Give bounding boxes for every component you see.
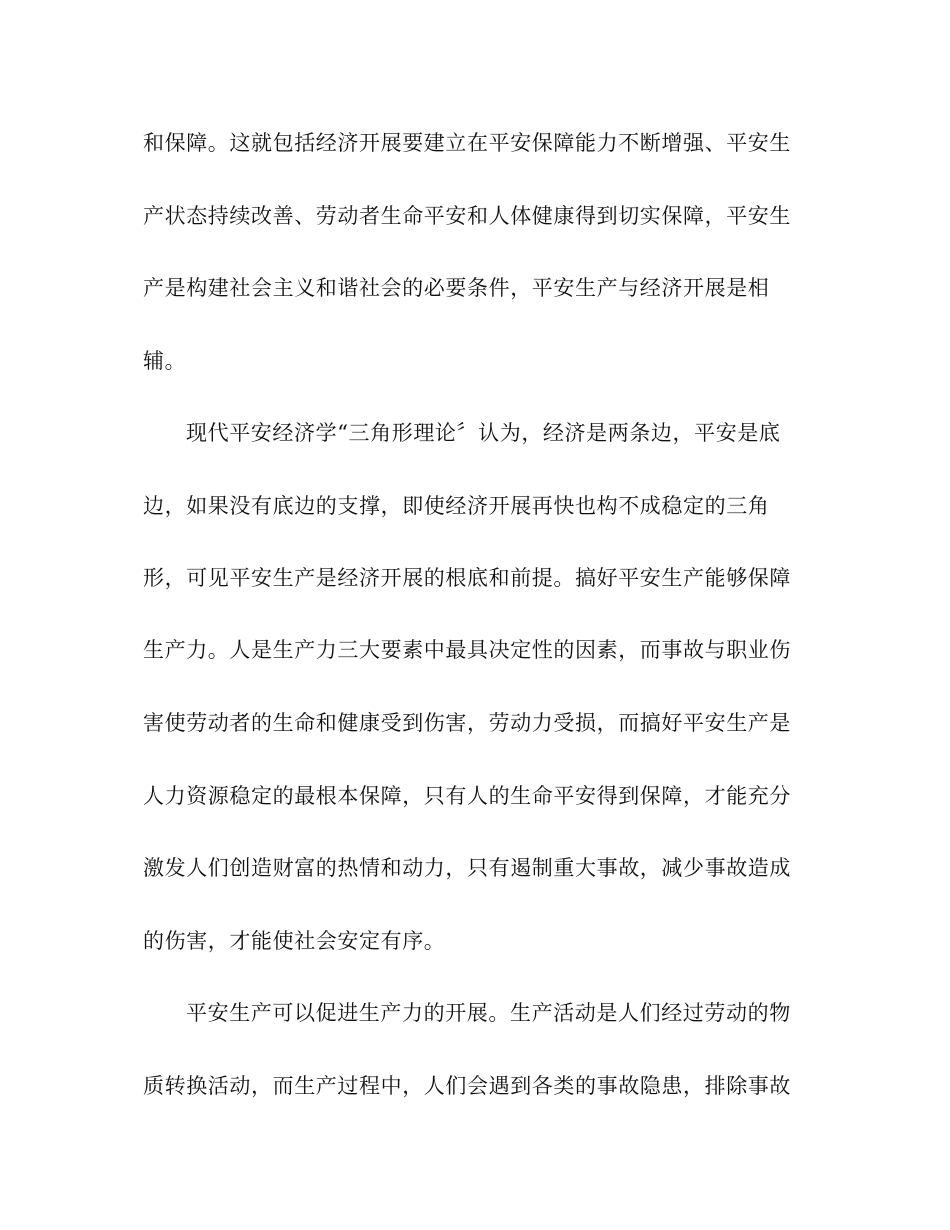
text-line: 激发人们创造财富的热情和动力，只有遏制重大事故，减少事故造成	[143, 856, 791, 880]
text-line: 产是构建社会主义和谐社会的必要条件，平安生产与经济开展是相	[143, 276, 770, 300]
text-line: 产状态持续改善、劳动者生命平安和人体健康得到切实保障，平安生	[143, 204, 791, 228]
text-line: 生产力。人是生产力三大要素中最具决定性的因素，而事故与职业伤	[143, 638, 791, 662]
paragraph-first-line: 平安生产可以促进生产力的开展。生产活动是人们经过劳动的物	[186, 1001, 791, 1025]
text-line: 害使劳动者的生命和健康受到伤害，劳动力受损，而搞好平安生产是	[143, 711, 791, 735]
text-line: 边，如果没有底边的支撑，即使经济开展再快也构不成稳定的三角	[143, 494, 770, 518]
paragraph-first-line: 现代平安经济学“三角形理论〞认为，经济是两条边，平安是底	[186, 421, 781, 445]
text-line: 人力资源稳定的最根本保障，只有人的生命平安得到保障，才能充分	[143, 784, 791, 808]
text-line: 形，可见平安生产是经济开展的根底和前提。搞好平安生产能够保障	[143, 566, 791, 590]
text-line: 辅。	[143, 349, 187, 373]
text-line: 的伤害，才能使社会安定有序。	[143, 929, 446, 953]
text-line: 和保障。这就包括经济开展要建立在平安保障能力不断增强、平安生	[143, 131, 791, 155]
text-line: 质转换活动，而生产过程中，人们会遇到各类的事故隐患，排除事故	[143, 1074, 791, 1098]
